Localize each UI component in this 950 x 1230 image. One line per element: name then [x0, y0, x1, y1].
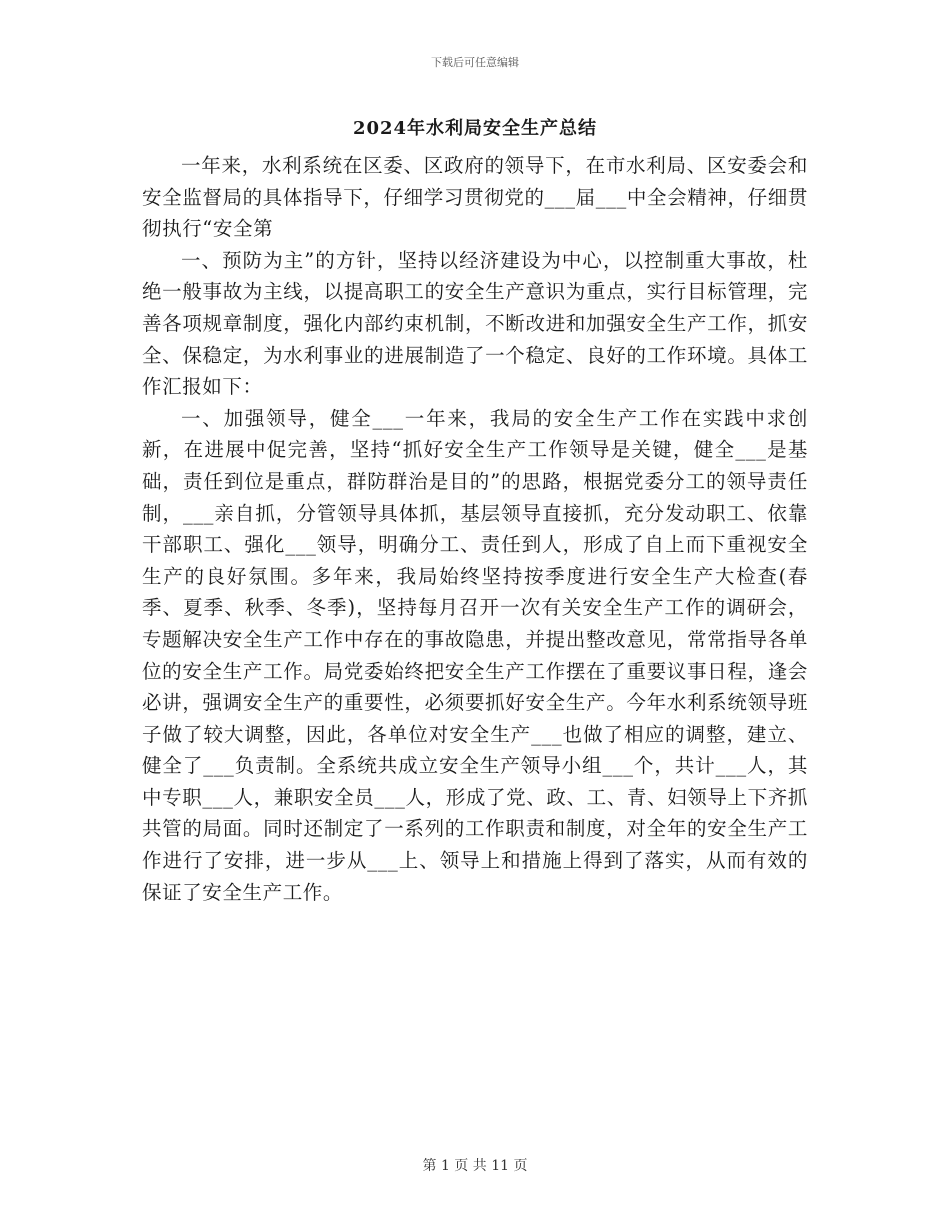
paragraph-leadership: 一、加强领导，健全___一年来，我局的安全生产工作在实践中求创新，在进展中促完善，坚持“抓好安全生产工作领导是关键，健全___是基础，责任到位是重点，群防群治是目的”的思路，根据党委分工的领导责任制，___亲自抓，分管领导具体抓，基层领导直接抓，充分发动职工、依靠干部职工、强化___领导，明确分工、责任到人，形成了自上而下重视安全生产的良好氛围。多年来，我局始终坚持按季度进行安全生产大检查(春季、夏季、秋季、冬季)，坚持每月召开一次有关安全生产工作的调研会，专题解决安全生产工作中存在的事故隐患，并提出整改意见，常常指导各单位的安全生产工作。局党委始终把安全生产工作摆在了重要议事日程，逢会必讲，强调安全生产的重要性，必须要抓好安全生产。今年水利系统领导班子做了较大调整，因此，各单位对安全生产___也做了相应的调整，建立、健全了___负责制。全系统共成立安全生产领导小组___个，共计___人，其中专职___人，兼职安全员___人，形成了党、政、工、青、妇领导上下齐抓共管的局面。同时还制定了一系列的工作职责和制度，对全年的安全生产工作进行了安排，进一步从___上、领导上和措施上得到了落实，从而有效的保证了安全生产工作。: [142, 406, 808, 904]
page-number: 第 1 页 共 11 页: [422, 1158, 528, 1174]
paragraph-policy: 一、预防为主”的方针，坚持以经济建设为中心，以控制重大事故，杜绝一般事故为主线，以提高职工的安全生产意识为重点，实行目标管理，完善各项规章制度，强化内部约束机制，不断改进和加强安全生产工作，抓安全、保稳定，为水利事业的进展制造了一个稳定、良好的工作环境。具体工作汇报如下：: [142, 248, 808, 399]
document-title: 2024年水利局安全生产总结: [352, 118, 598, 139]
paragraph-intro: 一年来，水利系统在区委、区政府的领导下，在市水利局、区安委会和安全监督局的具体指导下，仔细学习贯彻党的___届___中全会精神，仔细贯彻执行“安全第: [142, 154, 808, 241]
page-header-note: 下载后可任意编辑: [431, 56, 519, 69]
document-body: [142, 150, 808, 908]
